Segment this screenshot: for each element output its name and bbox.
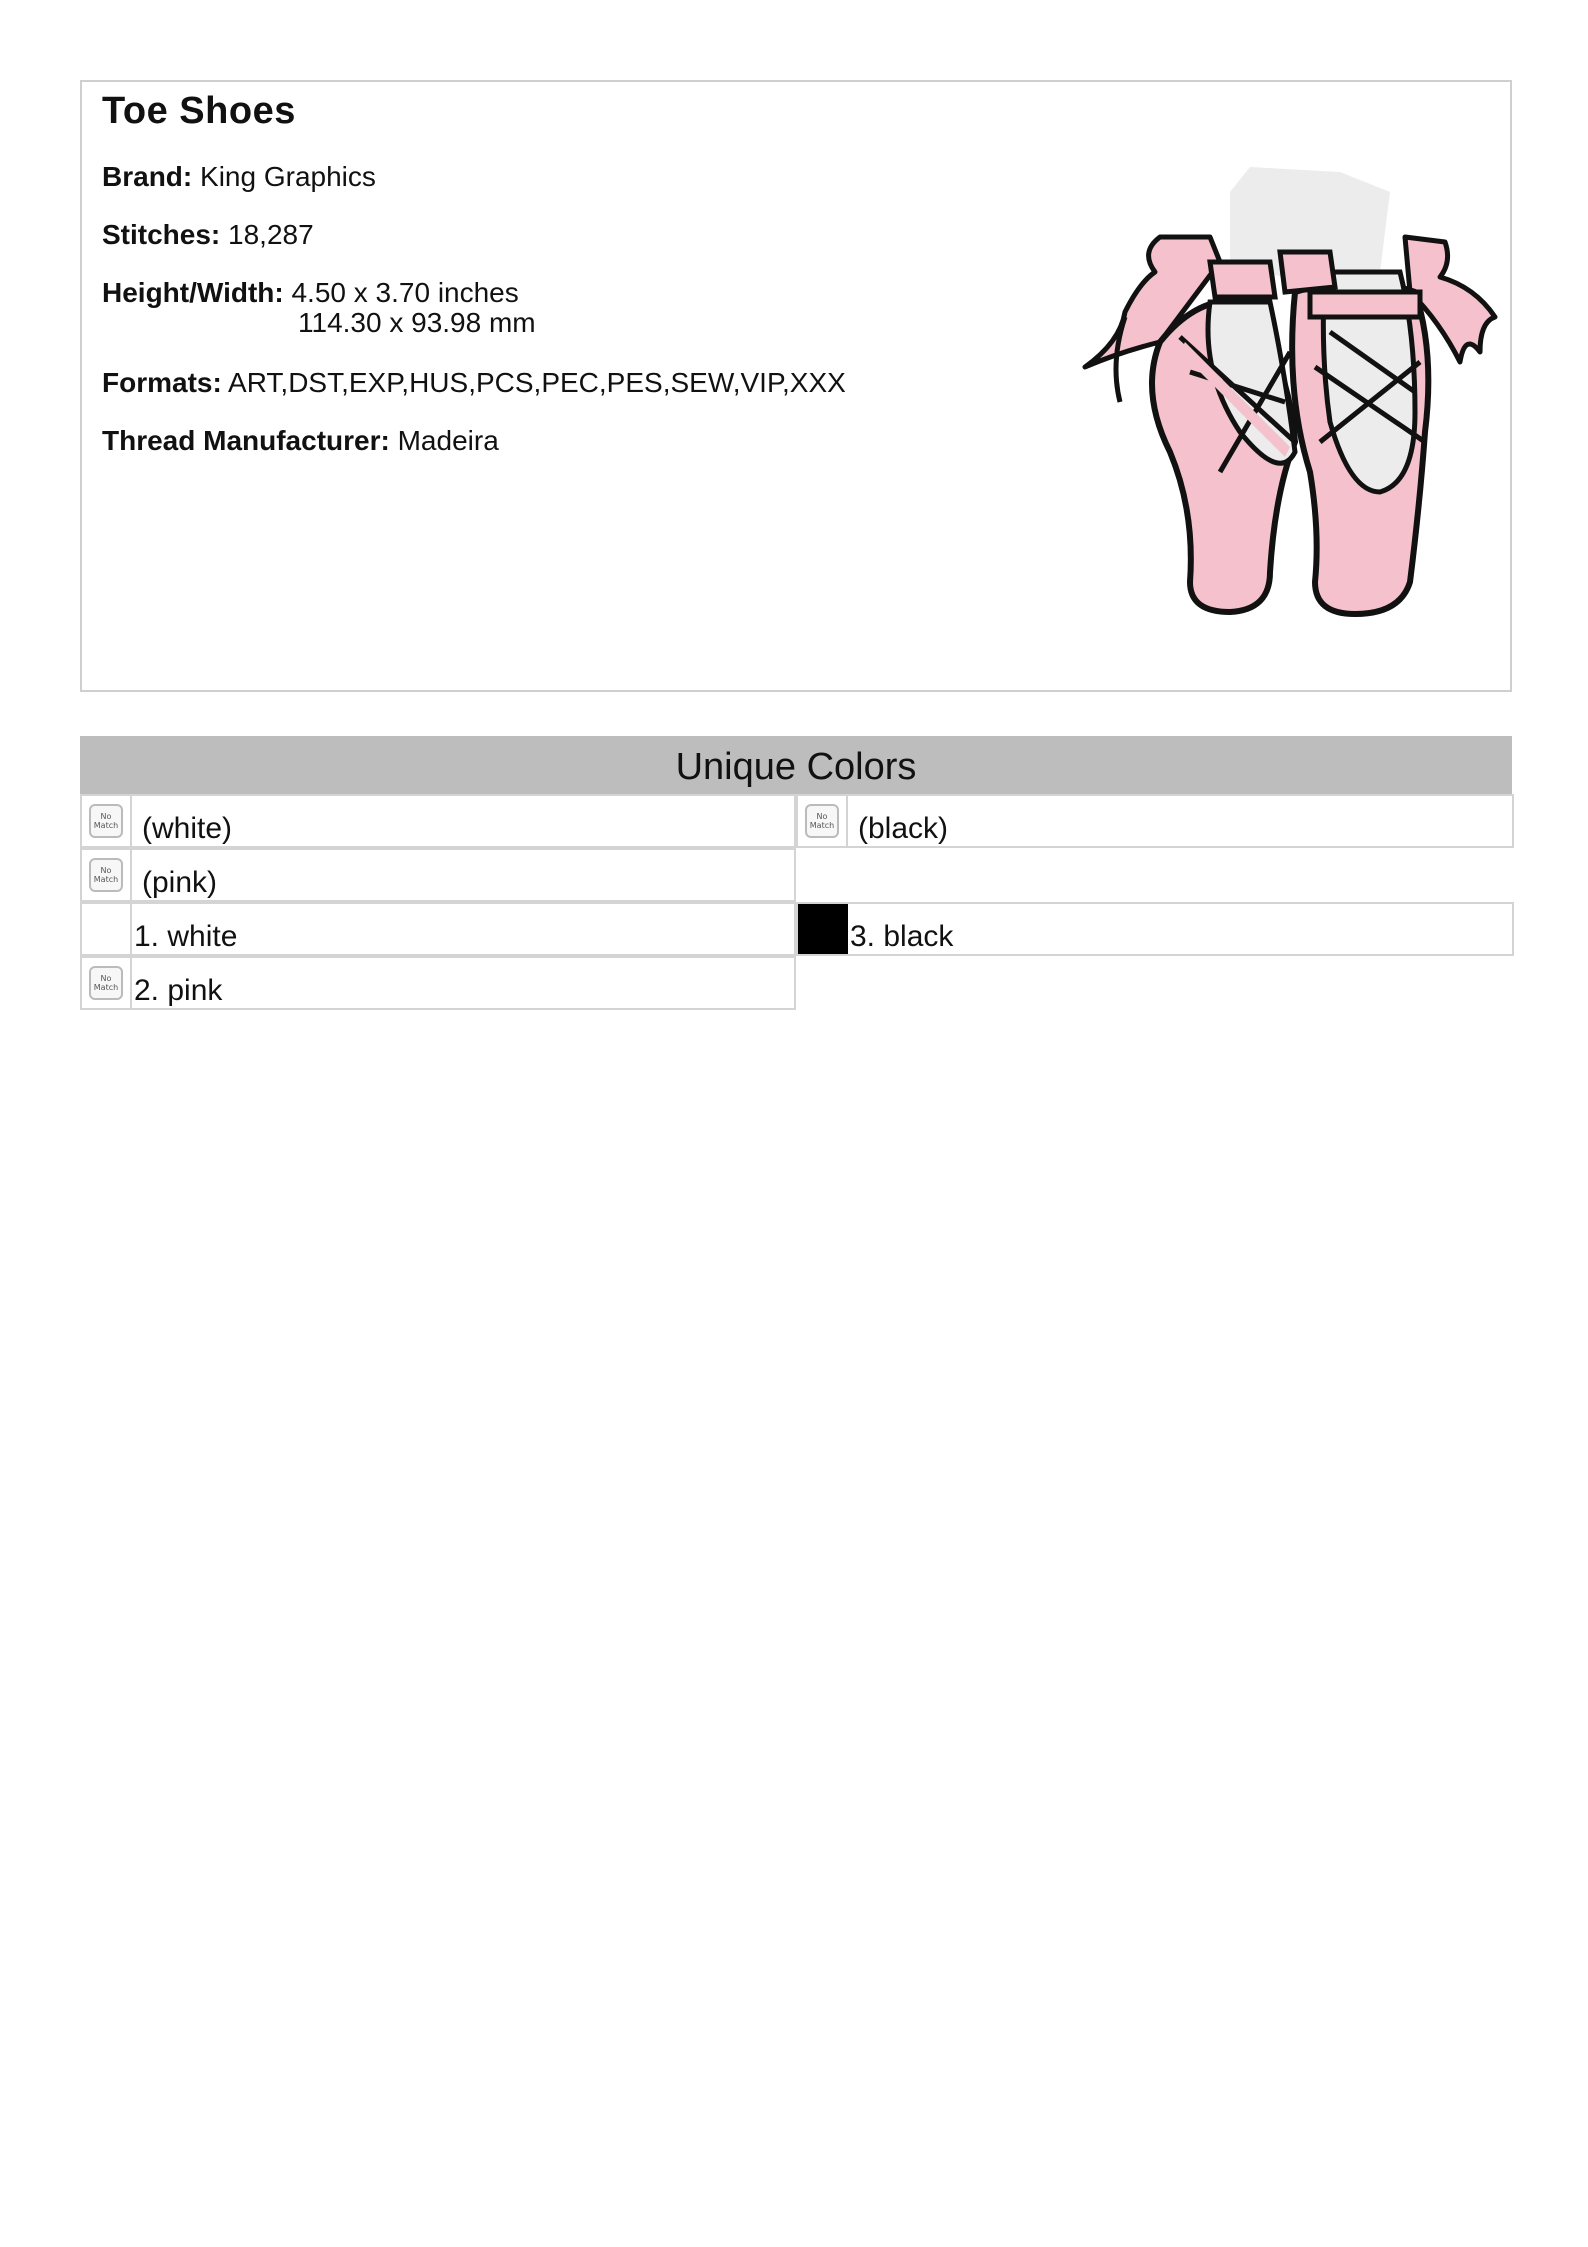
white-swatch: [82, 904, 132, 954]
formats-field: [102, 368, 846, 398]
brand-value: King Graphics: [200, 161, 376, 192]
sequence-row-3: [796, 902, 1514, 956]
formats-value: ART,DST,EXP,HUS,PCS,PEC,PES,SEW,VIP,XXX: [228, 367, 846, 398]
no-match-swatch-icon: No Match: [82, 850, 132, 900]
stitches-field: [102, 220, 314, 250]
no-match-swatch-icon: No Match: [82, 796, 132, 846]
brand-label: Brand:: [102, 161, 193, 192]
color-label: (pink): [142, 866, 218, 899]
sequence-row-1: [80, 902, 796, 956]
sequence-label: 1. white: [134, 920, 238, 953]
design-info-card: [80, 80, 1512, 692]
thread-label: Thread Manufacturer:: [102, 425, 390, 456]
black-swatch: [798, 904, 848, 954]
color-row-black: [796, 794, 1514, 848]
thread-value: Madeira: [397, 425, 499, 456]
unique-colors-header: Unique Colors: [80, 736, 1512, 794]
formats-label: Formats:: [102, 367, 222, 398]
height-width-inches: 4.50 x 3.70 inches: [291, 277, 519, 308]
height-width-field: [102, 278, 536, 338]
stitches-value: 18,287: [228, 219, 314, 250]
color-label: (black): [858, 812, 949, 845]
sequence-row-2: [80, 956, 796, 1010]
stitches-label: Stitches:: [102, 219, 221, 250]
design-title: Toe Shoes: [102, 90, 296, 132]
toe-shoes-design-image: [1080, 152, 1500, 682]
sequence-label: 3. black: [850, 920, 954, 953]
color-row-pink: [80, 848, 796, 902]
height-width-label: Height/Width:: [102, 277, 284, 308]
height-width-mm: 114.30 x 93.98 mm: [298, 307, 536, 338]
color-label: (white): [142, 812, 233, 845]
no-match-swatch-icon: No Match: [82, 958, 132, 1008]
no-match-swatch-icon: No Match: [798, 796, 848, 846]
brand-field: [102, 162, 376, 192]
color-row-white: [80, 794, 796, 848]
thread-field: [102, 426, 499, 456]
sequence-label: 2. pink: [134, 974, 223, 1007]
